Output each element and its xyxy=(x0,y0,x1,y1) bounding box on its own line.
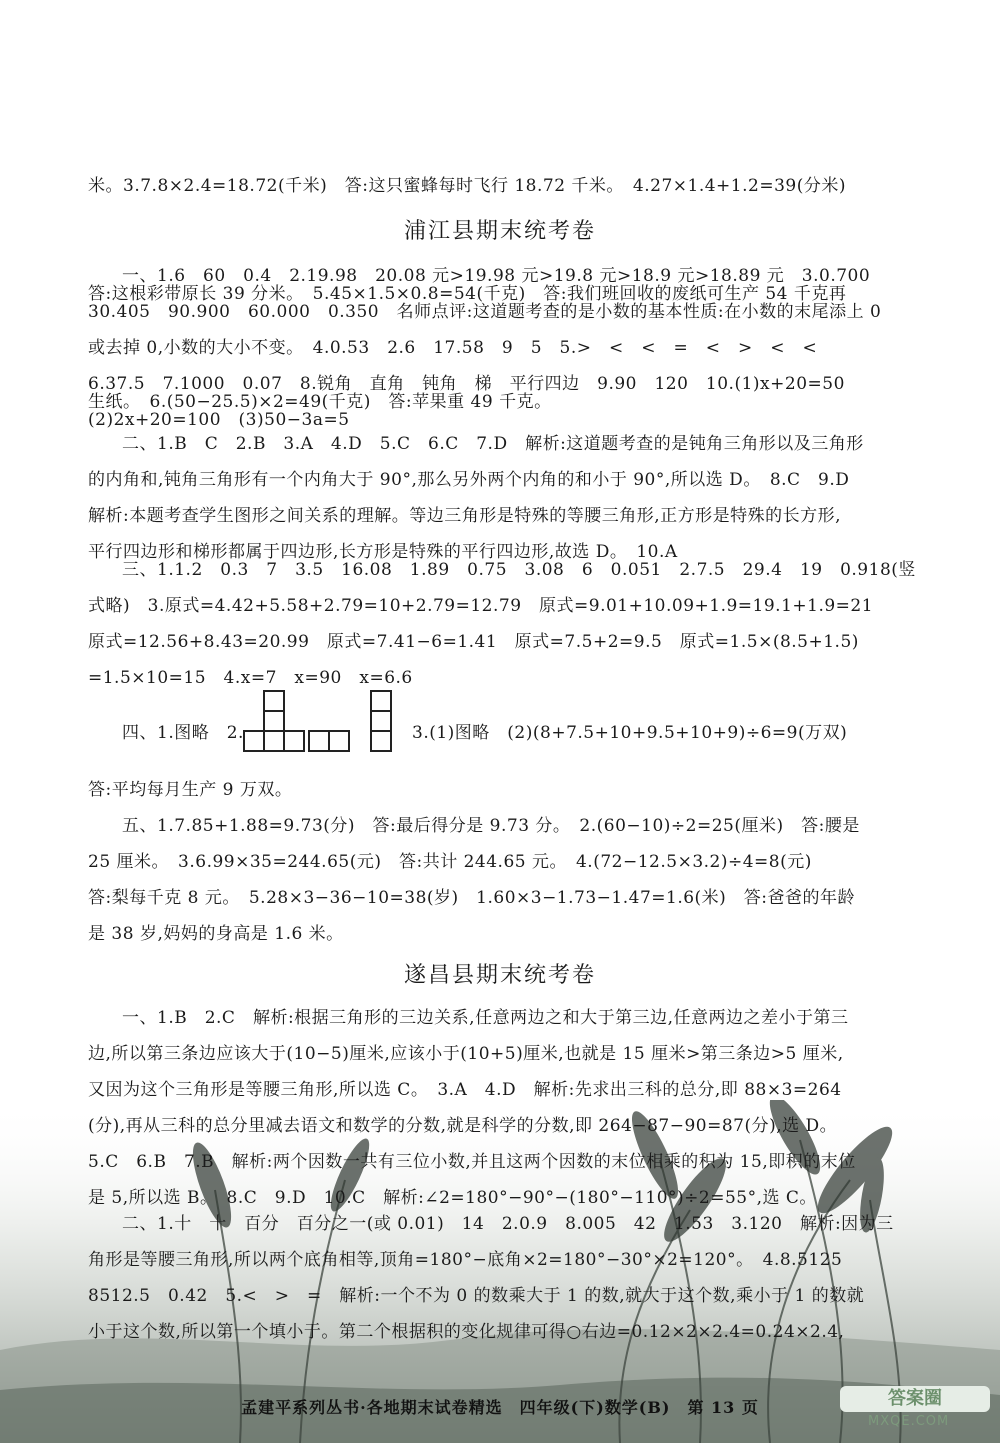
page-footer: 孟建平系列丛书·各地期末试卷精选 四年级(下)数学(B) 第 13 页 xyxy=(241,1398,759,1417)
pujiang-part2: 二、1.B C 2.B 3.A 4.D 5.C 6.C 7.D 解析:这道题考查的是钝角三角形以及三角形 的内角和,钝角三角形有一个内角大于 90°,那么另外两个内角的和小于 90°,所以选 D。 8.C 9.D 解析:本题考查学生图形之间关系的理解。等边三角形是特殊的等腰三角形,正方形是特殊的长方形, 平行四边形和梯形都属于四边形,长方形是特殊的平行四边形,故选 D。 10.A xyxy=(88,434,864,562)
pujiang-part4-row xyxy=(122,690,922,770)
pujiang-part4-q3: 3.(1)图略 (2)(8+7.5+10+9.5+10+9)÷6=9(万双) xyxy=(412,723,848,743)
section-title-pujiang: 浦江县期末统考卷 xyxy=(403,219,596,244)
watermark-url: MXQE.COM xyxy=(868,1414,950,1429)
intro-line: 生纸。 6.(50−25.5)×2=49(千克) 答:苹果重 49 千克。 xyxy=(88,392,552,412)
cube-view-diagram-3 xyxy=(370,690,410,770)
pujiang-part3: 三、1.1.2 0.3 7 3.5 16.08 1.89 0.75 3.08 6 0.051 2.7.5 29.4 19 0.918(竖 式略) 3.原式=4.42+5.58+2.79=10+2.79=12.79 原式=9.01+10.09+1.9=19.1+1.9=21 原式=12.56+8.43=20.99 原式=7.41−6=1.41 原式=7.5+2=9.5 原式=1.5×(8.5+1.5) =1.5×10=15 4.x=7 x=90 x=6.6 xyxy=(88,560,916,688)
watermark-logo: 答案圈 xyxy=(840,1386,990,1412)
pujiang-part4-label: 四、1.图略 2. xyxy=(122,723,244,743)
suichang-part2: 二、1.十 十 百分 百分之一(或 0.01) 14 2.0.9 8.005 42 1.53 3.120 解析:因为三 角形是等腰三角形,所以两个底角相等,顶角=180°−底角×2=180°−30°×2=120°。 4.8.5125 8512.5 0.42 5.< > = 解析:一个不为 0 的数乘大于 1 的数,就大于这个数,乘小于 1 的数就 小于这个数,所以第一个填小于。第二个根据积的变化规律可得○右边=0.12×2×2.4=0.24×2.4, xyxy=(88,1214,894,1342)
suichang-part1: 一、1.B 2.C 解析:根据三角形的三边关系,任意两边之和大于第三边,任意两边之差小于第三 边,所以第三条边应该大于(10−5)厘米,应该小于(10+5)厘米,也就是 15 厘米>第三条边>5 厘米, 又因为这个三角形是等腰三角形,所以选 C。 3.A 4.D 解析:先求出三科的总分,即 88×3=264 (分),再从三科的总分里减去语文和数学的分数,就是科学的分数,即 264−87−90=87(分),选 D。 5.C 6.B 7.B 解析:两个因数一共有三位小数,并且这两个因数的末位相乘的积为 15,即积的末位 是 5,所以选 B。 8.C 9.D 10.C 解析:∠2=180°−90°−(180°−110°)÷2=55°,选 C。 xyxy=(88,1008,856,1208)
intro-line: 米。3.7.8×2.4=18.72(千米) 答:这只蜜蜂每时飞行 18.72 千米。 4.27×1.4+1.2=39(分米) xyxy=(88,176,846,196)
section-title-suichang: 遂昌县期末统考卷 xyxy=(403,963,596,988)
pujiang-part4-answer: 答:平均每月生产 9 万双。 xyxy=(88,780,293,800)
pujiang-part1: 一、1.6 60 0.4 2.19.98 20.08 元>19.98 元>19.8 元>18.9 元>18.89 元 3.0.700 30.405 90.900 60.000 0.350 名师点评:这道题考查的是小数的基本性质:在小数的末尾添上 0 或去掉 0,小数的大小不变。 4.0.53 2.6 17.58 9 5 5.> < < = < > < < 6.37.5 7.1000 0.07 8.锐角 直角 钝角 梯 平行四边 9.90 120 10.(1)x+20=50 (2)2x+20=100 (3)50−3a=5 xyxy=(88,266,882,430)
cube-view-diagram-1 xyxy=(239,690,319,770)
cube-view-diagram-2 xyxy=(308,690,368,770)
pujiang-part5: 五、1.7.85+1.88=9.73(分) 答:最后得分是 9.73 分。 2.(60−10)÷2=25(厘米) 答:腰是 25 厘米。 3.6.99×35=244.65(元) 答:共计 244.65 元。 4.(72−12.5×3.2)÷4=8(元) 答:梨每千克 8 元。 5.28×3−36−10=38(岁) 1.60×3−1.73−1.47=1.6(米) 答:爸爸的年龄 是 38 岁,妈妈的身高是 1.6 米。 xyxy=(88,816,860,944)
intro-line: 答:这根彩带原长 39 分米。 5.45×1.5×0.8=54(千克) 答:我们班回收的废纸可生产 54 千克再 xyxy=(88,284,847,304)
